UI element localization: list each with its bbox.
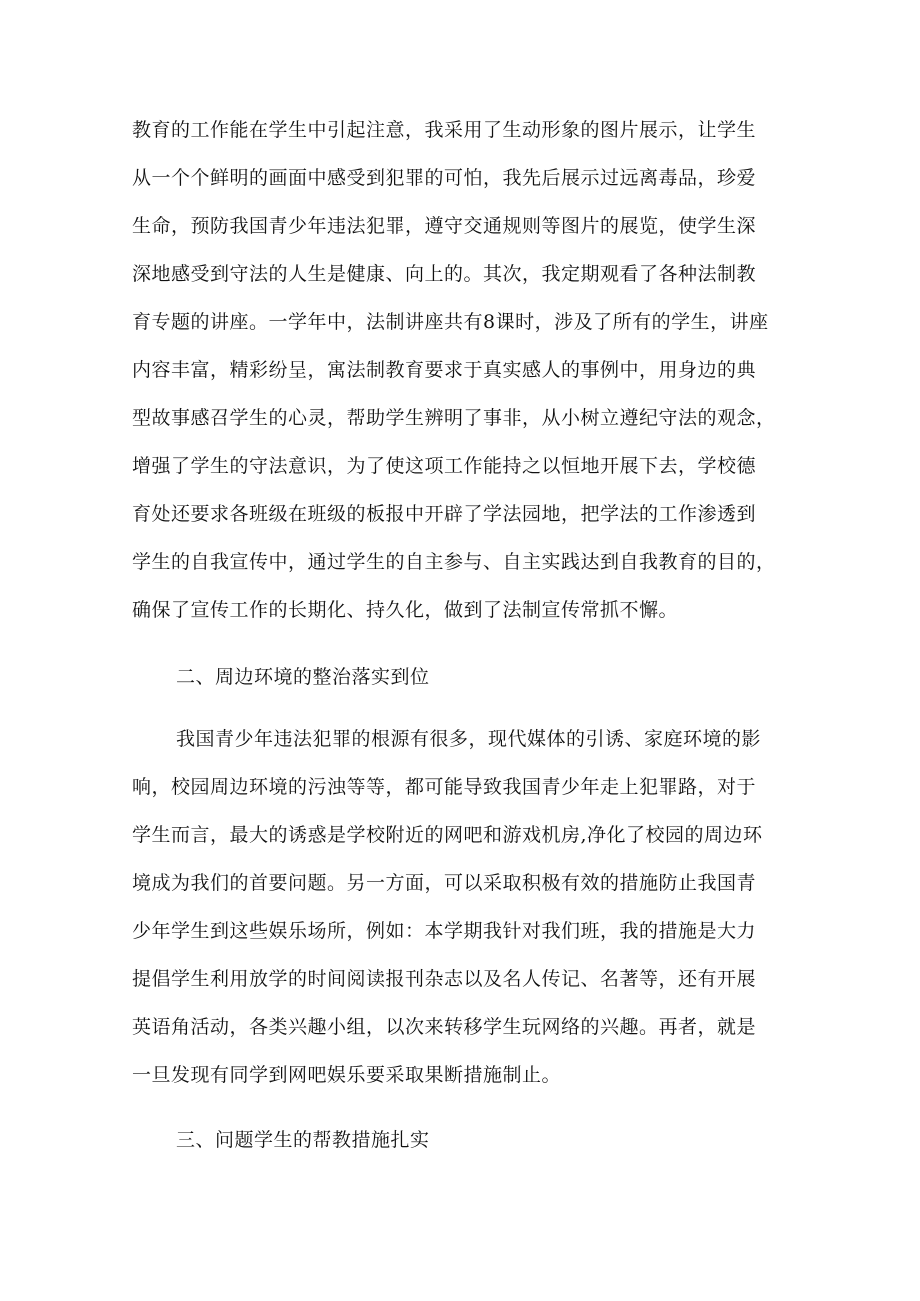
text-line: 少年学生到这些娱乐场所，例如：本学期我针对我们班，我的措施是大力 (132, 920, 757, 942)
text-line: 育处还要求各班级在班级的板报中开辟了学法园地，把学法的工作渗透到 (132, 503, 757, 525)
text-line: 教育的工作能在学生中引起注意，我采用了生动形象的图片展示，让学生 (132, 119, 757, 141)
text-line: 型故事感召学生的心灵，帮助学生辨明了事非，从小树立遵纪守法的观念， (132, 407, 776, 429)
text-line: 确保了宣传工作的长期化、持久化，做到了法制宣传常抓不懈。 (132, 599, 679, 621)
text-line: 内容丰富，精彩纷呈，寓法制教育要求于真实感人的事例中，用身边的典 (132, 359, 757, 381)
section-heading-environment: 二、周边环境的整治落实到位 (176, 666, 430, 688)
text-line: 响，校园周边环境的污浊等等，都可能导致我国青少年走上犯罪路，对于 (132, 776, 757, 798)
text-line: 从一个个鲜明的画面中感受到犯罪的可怕，我先后展示过远离毒品，珍爱 (132, 167, 757, 189)
section-heading-problem-students: 三、问题学生的帮教措施扎实 (176, 1129, 430, 1151)
text-line: 生命，预防我国青少年违法犯罪，遵守交通规则等图片的展览，使学生深 (132, 215, 757, 237)
text-line: 提倡学生利用放学的时间阅读报刊杂志以及名人传记、名著等，还有开展 (132, 968, 757, 990)
text-line: 学生而言，最大的诱惑是学校附近的网吧和游戏机房,净化了校园的周边环 (132, 824, 763, 846)
text-line: 深地感受到守法的人生是健康、向上的。其次，我定期观看了各种法制教 (132, 263, 757, 285)
text-line: 一旦发现有同学到网吧娱乐要采取果断措施制止。 (132, 1064, 562, 1086)
paragraph-legal-education (132, 116, 792, 636)
text-line: 英语角活动，各类兴趣小组，以次来转移学生玩网络的兴趣。再者，就是 (132, 1016, 757, 1038)
text-line: 育专题的讲座。一学年中，法制讲座共有8课时，涉及了所有的学生，讲座 (132, 311, 769, 333)
text-line: 增强了学生的守法意识，为了使这项工作能持之以恒地开展下去，学校德 (132, 455, 757, 477)
text-line: 境成为我们的首要问题。另一方面，可以采取积极有效的措施防止我国青 (132, 872, 757, 894)
paragraph-environment (132, 725, 792, 1105)
text-line: 我国青少年违法犯罪的根源有很多，现代媒体的引诱、家庭环境的影 (176, 728, 762, 750)
text-line: 学生的自我宣传中，通过学生的自主参与、自主实践达到自我教育的目的， (132, 551, 776, 573)
